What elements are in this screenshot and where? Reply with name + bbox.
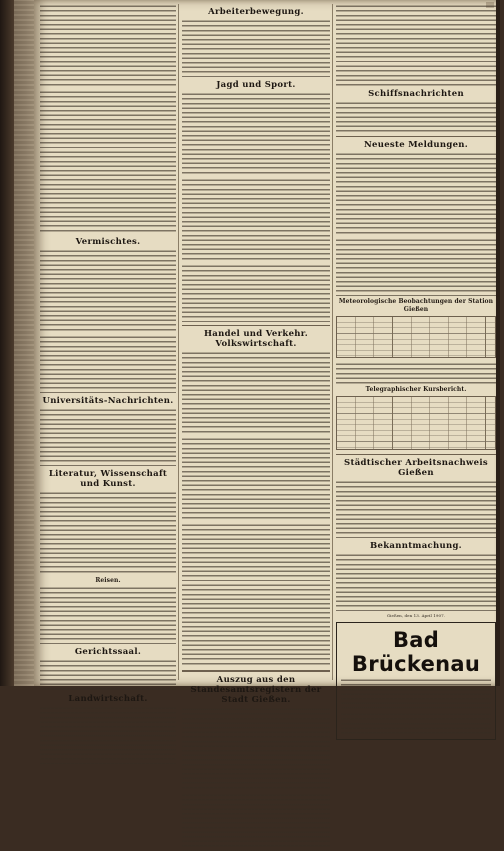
- section-heading: Bekanntmachung.: [370, 541, 462, 551]
- article-text: [182, 178, 330, 262]
- section-heading: Schiffsnachrichten: [368, 89, 464, 99]
- ad-text: [341, 712, 491, 734]
- article-text: [182, 19, 330, 77]
- table-heading: Telegraphischer Kursbericht.: [365, 386, 467, 393]
- article-text: [40, 659, 176, 691]
- column-divider: [178, 4, 179, 680]
- section-heading: Städtischer Arbeitsnachweis Gießen: [344, 458, 488, 478]
- article-text: [40, 335, 176, 393]
- article-text: [40, 150, 176, 234]
- divider: [336, 454, 496, 455]
- article-text: [40, 90, 176, 148]
- article-text: [336, 101, 496, 133]
- divider: [182, 670, 330, 672]
- article-text: [182, 437, 330, 521]
- subsection-heading: Reisen.: [95, 577, 121, 584]
- weather-table: [336, 316, 496, 358]
- ad-title: Bad Brückenau: [351, 628, 481, 677]
- divider: [336, 136, 496, 137]
- article-text: [336, 64, 496, 86]
- article-text: [182, 92, 330, 176]
- article-text: [182, 793, 330, 851]
- divider: [182, 325, 330, 326]
- section-heading: Vermischtes.: [75, 237, 141, 247]
- section-heading: Neueste Meldungen.: [363, 140, 469, 150]
- article-text: [40, 408, 176, 466]
- newspaper-page: [34, 0, 500, 705]
- advertisement: [336, 622, 496, 740]
- article-text: [336, 480, 496, 538]
- article-text: [40, 4, 176, 88]
- article-text: [182, 583, 330, 667]
- column-middle: [182, 4, 330, 705]
- article-text: [336, 238, 496, 296]
- table-heading: Meteorologische Beobachtungen der Station Gießen: [338, 298, 494, 313]
- book-spine: [0, 0, 34, 686]
- article-text: [40, 586, 176, 644]
- section-heading: Universitäts-Nachrichten.: [42, 396, 174, 406]
- article-text: [336, 362, 496, 384]
- article-text: [40, 491, 176, 575]
- article-text: [182, 707, 330, 791]
- article-text: [336, 152, 496, 236]
- article-text: [40, 249, 176, 333]
- stock-table: [336, 396, 496, 450]
- section-heading: Landwirtschaft.: [68, 694, 148, 704]
- article-text: [336, 553, 496, 611]
- section-heading: Jagd und Sport.: [216, 80, 296, 90]
- page-edge: [496, 0, 500, 686]
- article-text: [182, 523, 330, 581]
- announcement-date: Gießen, den 13. April 1907.: [386, 613, 446, 618]
- section-heading: Arbeiterbewegung.: [208, 7, 304, 17]
- article-text: [40, 706, 176, 764]
- section-heading: Handel und Verkehr. Volkswirtschaft.: [203, 329, 309, 349]
- spine-binding-strip: [14, 0, 36, 686]
- section-heading: Gerichtssaal.: [74, 647, 142, 657]
- column-left: [40, 4, 176, 704]
- column-divider: [332, 4, 333, 680]
- column-right: [336, 4, 496, 680]
- article-text: [182, 264, 330, 322]
- article-text: [336, 4, 496, 62]
- section-heading: Literatur, Wissenschaft und Kunst.: [48, 469, 168, 489]
- article-text: [182, 351, 330, 435]
- section-heading: Auszug aus den Standesamtsregistern der Stadt Gießen.: [190, 675, 322, 705]
- ad-text: [341, 678, 491, 710]
